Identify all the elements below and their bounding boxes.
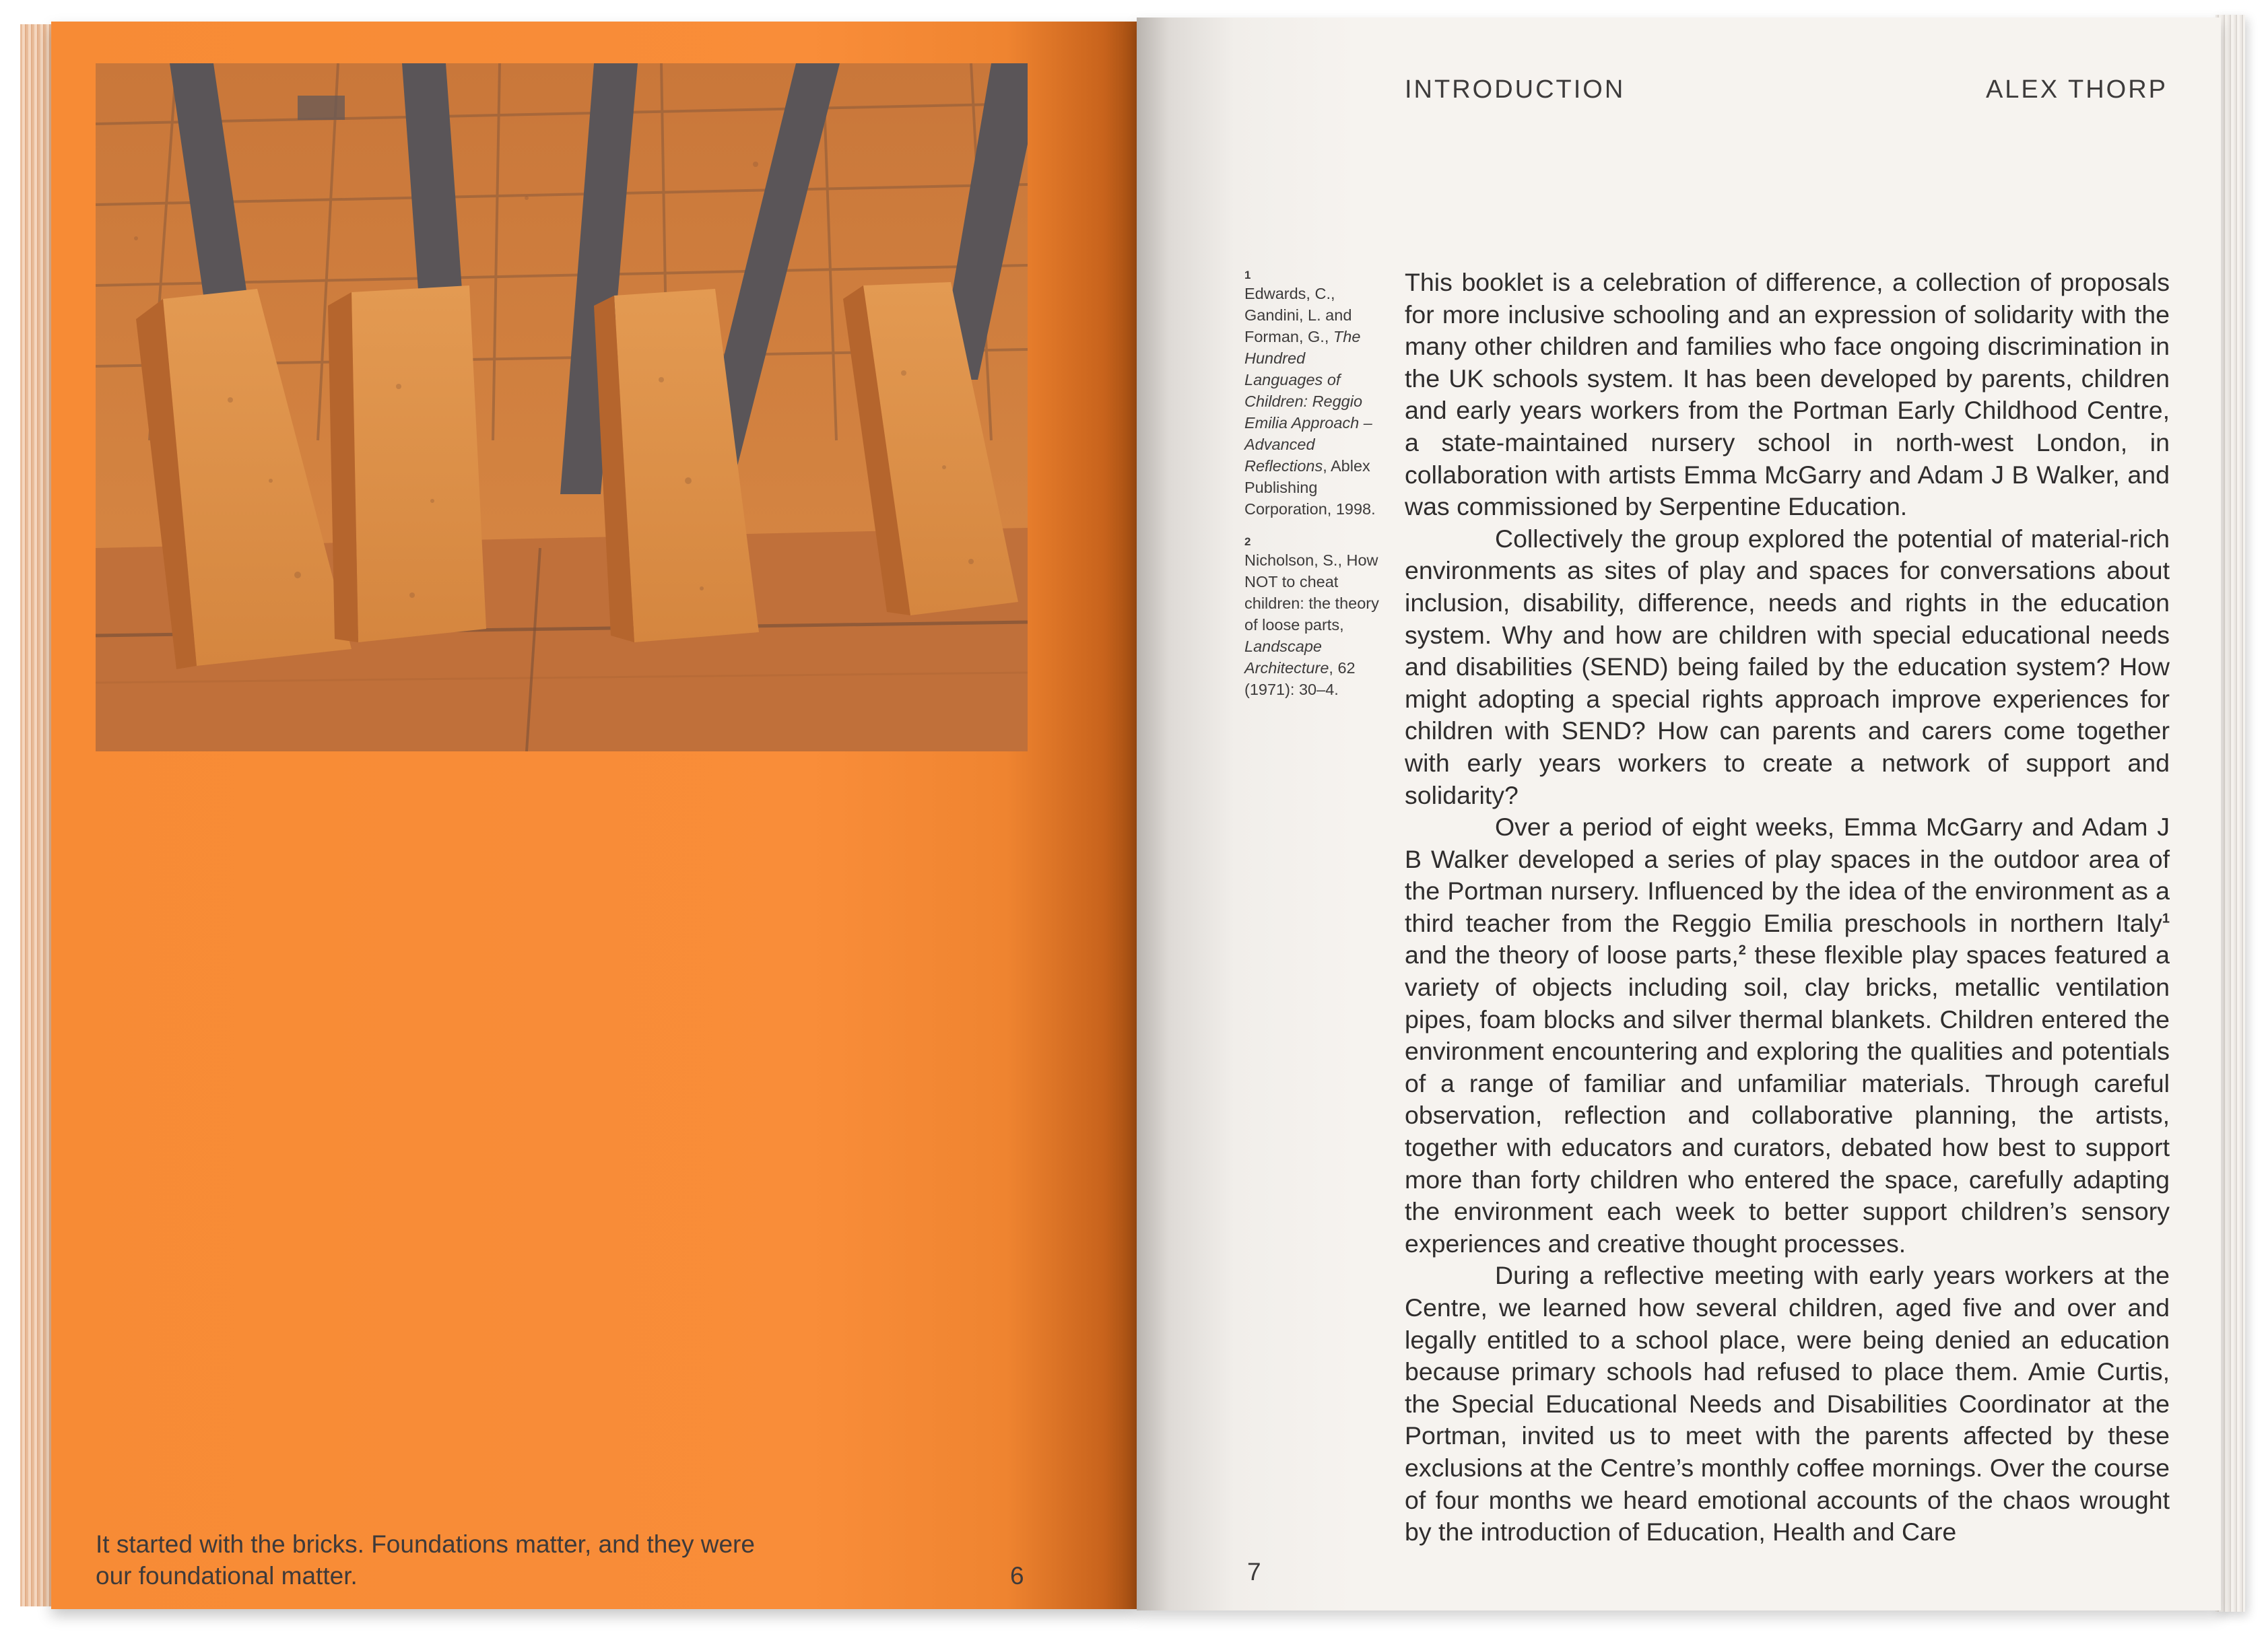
footnote-2 [1244, 535, 1386, 700]
caption-line-2: our foundational matter. [96, 1562, 358, 1590]
photo-illustration [96, 63, 1028, 751]
footnote-number: 1 [1244, 269, 1251, 281]
footnote-text: Edwards, C., Gandini, L. and Forman, G., The Hundred Languages of Children: Reggio Emilia Approach – Advanced Reflections, Ablex Publishing Corporation, 1998. [1244, 285, 1376, 518]
brick-railing-photo [96, 63, 1028, 751]
footnote-text: Nicholson, S., How NOT to cheat children: the theory of loose parts, Landscape Architecture, 62 (1971): 30–4. [1244, 551, 1379, 698]
footnotes-column [1244, 268, 1386, 715]
paragraph-2: Collectively the group explored the potential of material-rich environments as sites of play and spaces for conversations about inclusion, disability, difference, needs and rights in the education system. Why and how are children with special educational needs and disabilities (SEND) being failed by the education system? How might adopting a special rights approach improve experiences for children with SEND? How can parents and carers come together with early years workers to create a network of support and solidarity? [1405, 524, 2170, 809]
footnote-ref-2: 2 [1738, 943, 1746, 958]
paragraph-4: During a reflective meeting with early years workers at the Centre, we learned how several children, aged five and over and legally entitled to a school place, were being denied an education because primary schools had refused to place them. Amie Curtis, the Special Educational Needs and Disabilities Coordinator at the Portman, invited us to meet with the parents affected by these exclusions at the Centre’s monthly coffee mornings. Over the course of four months we heard emotional accounts of the chaos wrought by the introduction of Education, Health and Care [1405, 1261, 2170, 1546]
page-number-left: 6 [1010, 1562, 1024, 1590]
page-number-right: 7 [1247, 1558, 1261, 1586]
footnote-1 [1244, 268, 1386, 520]
paragraph-3: Over a period of eight weeks, Emma McGarry and Adam J B Walker developed a series of play spaces in the outdoor area of the Portman nursery. Influenced by the idea of the environment as a third teacher from the Reggio Emilia preschools in northern Italy$^1$ and the theory of loose parts,$^2$ these flexible play spaces featured a variety of objects including soil, clay bricks, metallic ventilation pipes, foam blocks and silver thermal blankets. Children entered the environment encountering and exploring the qualities and potentials of a range of familiar and unfamiliar materials. Through careful observation, reflection and collaborative planning, the artists, together with educators and curators, debated how best to support more than forty children who entered the space, carefully adapting the environment each week to better support children’s sensory experiences and creative thought processes. [1405, 813, 2170, 1258]
left-page [51, 22, 1137, 1609]
footnote-number: 2 [1244, 535, 1251, 548]
body-text [1405, 267, 2170, 1549]
photo-caption [96, 1528, 971, 1592]
right-page [1137, 18, 2221, 1610]
caption-line-1: It started with the bricks. Foundations matter, and they were [96, 1530, 755, 1558]
footnote-ref-1: 1 [2162, 911, 2170, 926]
running-head-section: INTRODUCTION [1405, 75, 1626, 104]
running-head-author: ALEX THORP [1985, 75, 2168, 104]
paragraph-1: This booklet is a celebration of difference, a collection of proposals for more inclusive schooling and an expression of solidarity with the many other children and families who face ongoing discrimination in the UK schools system. It has been developed by parents, children and early years workers from the Portman Early Childhood Centre, a state-maintained nursery school in north-west London, in collaboration with artists Emma McGarry and Adam J B Walker, and was commissioned by Serpentine Education. [1405, 268, 2170, 521]
